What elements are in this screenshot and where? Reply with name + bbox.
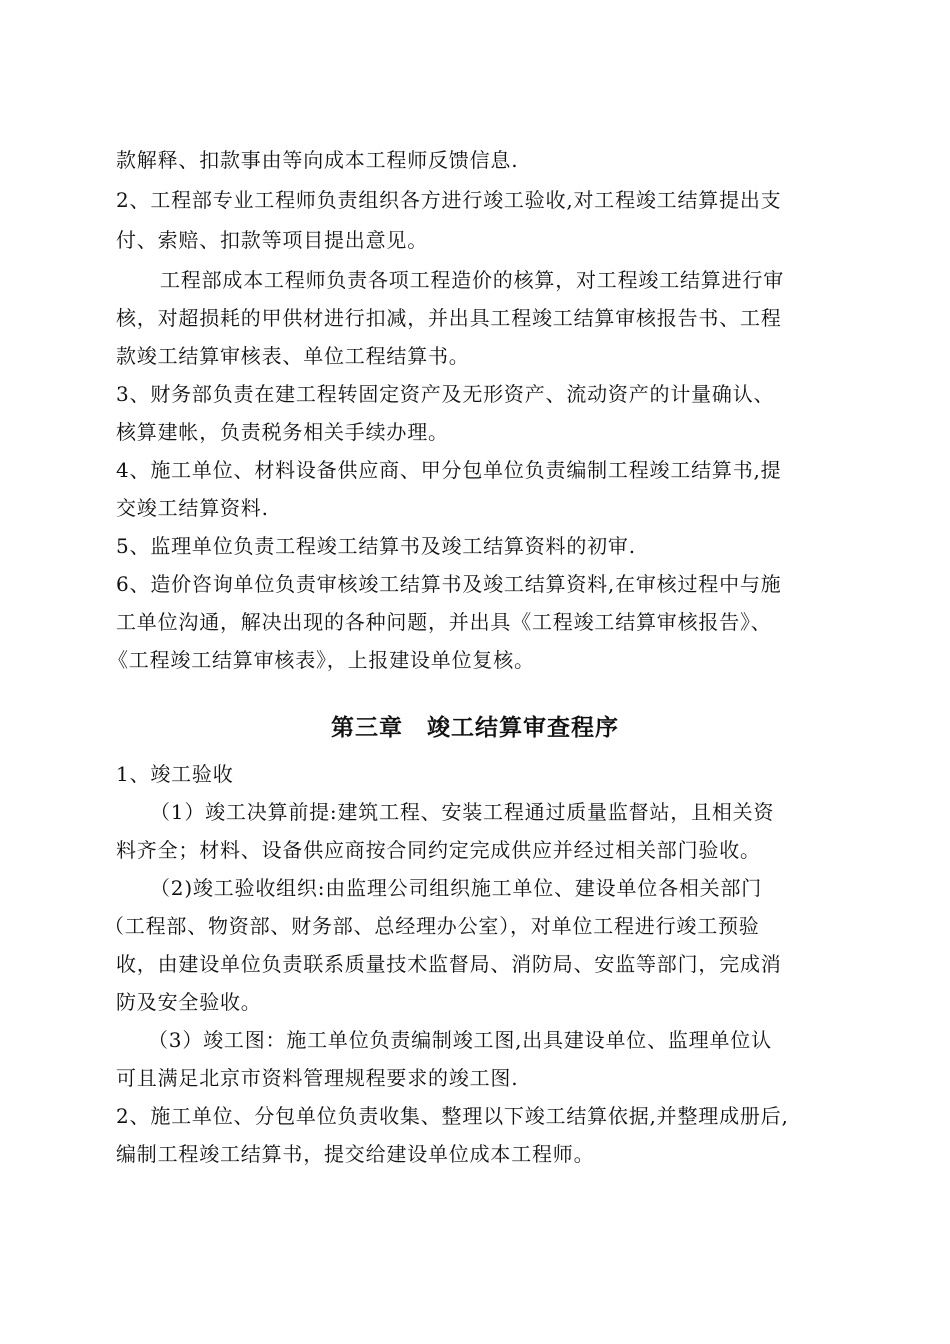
paragraph-line: 5、监理单位负责工程竣工结算书及竣工结算资料的初审. xyxy=(116,534,636,558)
chapter-title: 第三章 竣工结算审查程序 xyxy=(331,714,619,741)
paragraph-line: 可且满足北京市资料管理规程要求的竣工图. xyxy=(116,1066,519,1090)
paragraph-line: 收，由建设单位负责联系质量技术监督局、消防局、安监等部门，完成消 xyxy=(116,952,782,976)
paragraph-line: 编制工程竣工结算书，提交给建设单位成本工程师。 xyxy=(116,1142,595,1166)
paragraph-line: 款竣工结算审核表、单位工程结算书。 xyxy=(116,344,470,368)
paragraph-line: 3、财务部负责在建工程转固定资产及无形资产、流动资产的计量确认、 xyxy=(116,382,775,406)
paragraph-line: 4、施工单位、材料设备供应商、甲分包单位负责编制工程竣工结算书,提 xyxy=(116,458,782,482)
paragraph-line: 付、索赔、扣款等项目提出意见。 xyxy=(116,228,428,252)
paragraph-line: 1、竣工验收 xyxy=(116,762,234,786)
paragraph-line: 工程部成本工程师负责各项工程造价的核算，对工程竣工结算进行审 xyxy=(160,268,784,292)
paragraph-line: （1）竣工决算前提:建筑工程、安装工程通过质量监督站，且相关资 xyxy=(150,800,775,824)
paragraph-line: 《工程竣工结算审核表》，上报建设单位复核。 xyxy=(108,648,535,672)
paragraph-line: 6、造价咨询单位负责审核竣工结算书及竣工结算资料,在审核过程中与施 xyxy=(116,572,782,596)
paragraph-line: 2、工程部专业工程师负责组织各方进行竣工验收,对工程竣工结算提出支 xyxy=(116,188,782,212)
paragraph-line: 工单位沟通，解决出现的各种问题，并出具《工程竣工结算审核报告》、 xyxy=(116,610,772,634)
paragraph-line: （工程部、物资部、财务部、总经理办公室），对单位工程进行竣工预验 xyxy=(104,914,760,938)
paragraph-line: 料齐全；材料、设备供应商按合同约定完成供应并经过相关部门验收。 xyxy=(116,838,761,862)
paragraph-line: 交竣工结算资料. xyxy=(116,496,269,520)
paragraph-line: （2)竣工验收组织:由监理公司组织施工单位、建设单位各相关部门 xyxy=(150,876,763,900)
paragraph-line: 核算建帐，负责税务相关手续办理。 xyxy=(116,420,449,444)
paragraph-line: 款解释、扣款事由等向成本工程师反馈信息. xyxy=(116,148,519,172)
paragraph-line: 核，对超损耗的甲供材进行扣减，并出具工程竣工结算审核报告书、工程 xyxy=(116,306,782,330)
paragraph-line: （3）竣工图：施工单位负责编制竣工图,出具建设单位、监理单位认 xyxy=(148,1028,772,1052)
paragraph-line: 防及安全验收。 xyxy=(116,990,262,1014)
paragraph-line: 2、施工单位、分包单位负责收集、整理以下竣工结算依据,并整理成册后, xyxy=(116,1104,789,1128)
